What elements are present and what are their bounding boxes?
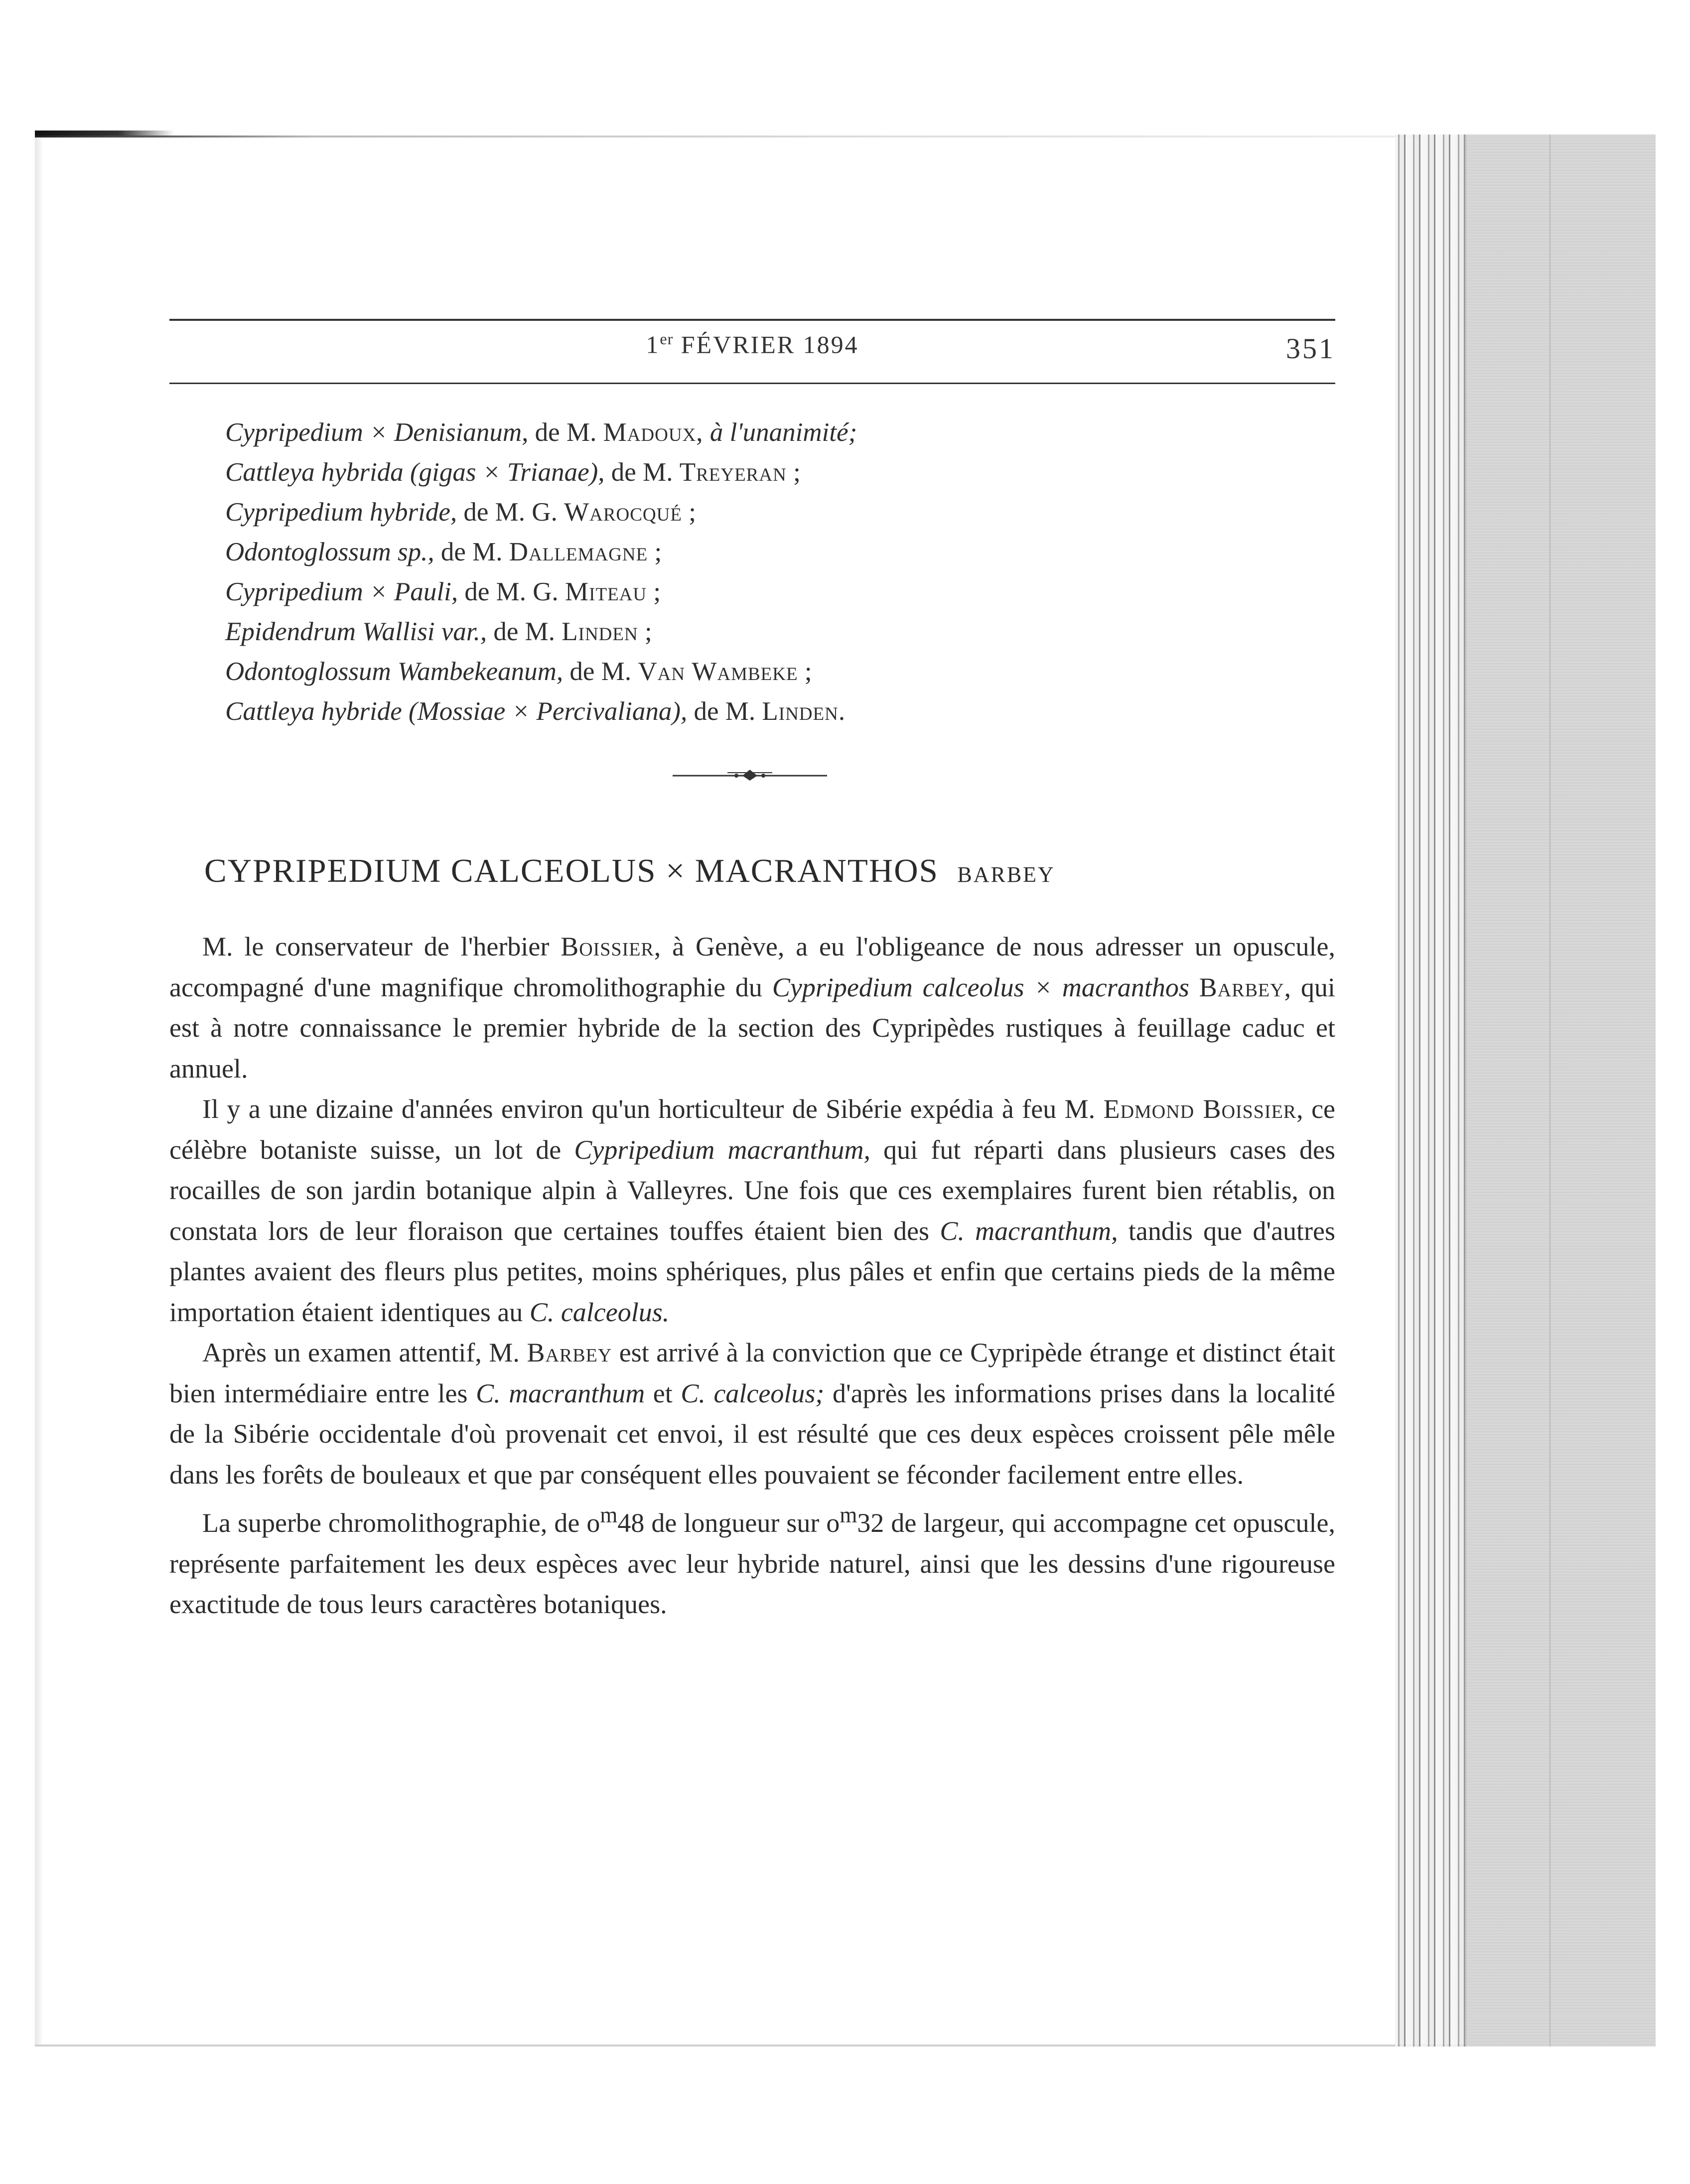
binding-seam bbox=[1549, 135, 1550, 2047]
article-title: CYPRIPEDIUM CALCEOLUS × MACRANTHOS BARBEY bbox=[204, 852, 1055, 889]
article-body bbox=[169, 927, 1335, 1625]
list-item: Cypripedium × Pauli, de M. G. Miteau ; bbox=[225, 577, 661, 606]
award-list bbox=[225, 412, 1321, 731]
section-ornament bbox=[673, 765, 827, 785]
book-page-edges bbox=[1395, 135, 1465, 2047]
paragraph: La superbe chromolithographie, de $o^m48$ de longueur sur $o^m32$ de largeur, qui accompagne cet opuscule, représente parfaitement les deux espèces avec leur hybride naturel, ainsi que les dessins d'une rigoureuse exactitude de tous leurs caractères botaniques. bbox=[169, 1502, 1335, 1619]
list-item: Cypripedium hybride, de M. G. Warocqué ; bbox=[225, 498, 696, 527]
header-rule-top bbox=[169, 319, 1335, 321]
running-head bbox=[169, 330, 1335, 375]
page-number: 351 bbox=[1286, 332, 1335, 365]
list-item: Cypripedium × Denisianum, de M. Madoux, à l'unanimité; bbox=[225, 418, 857, 447]
list-item: Epidendrum Wallisi var., de M. Linden ; bbox=[225, 617, 652, 646]
list-item: Odontoglossum sp., de M. Dallemagne ; bbox=[225, 538, 662, 566]
scan-edge-top bbox=[35, 136, 1420, 137]
list-item: Odontoglossum Wambekeanum, de M. Van Wambeke ; bbox=[225, 657, 812, 686]
scan-edge-left bbox=[35, 137, 42, 2046]
article-author: BARBEY bbox=[957, 862, 1055, 887]
header-date: 1er FÉVRIER 1894 bbox=[646, 330, 859, 359]
list-item: Cattleya hybride (Mossiae × Percivaliana), de M. Linden. bbox=[225, 697, 846, 726]
book-binding bbox=[1465, 135, 1656, 2047]
paragraph: Après un examen attentif, M. Barbey est arrivé à la conviction que ce Cypripède étrange et distinct était bien intermédiaire entre les C. macranthum et C. calceolus; d'après les informations prises dans la localité de la Sibérie occidentale d'où provenait cet envoi, il est résulté que ces deux espèces croissent pêle mêle dans les forêts de bouleaux et que par conséquent elles pouvaient se féconder facilement entre elles. bbox=[169, 1338, 1335, 1490]
paragraph: M. le conservateur de l'herbier Boissier, à Genève, a eu l'obligeance de nous adresser un opuscule, accompagné d'une magnifique chromolithographie du Cypripedium calceolus × macranthos Barbey, qui est à notre connaissance le premier hybride de la section des Cypripèdes rustiques à feuillage caduc et annuel. bbox=[169, 932, 1335, 1084]
header-rule-bottom bbox=[169, 383, 1335, 384]
list-item: Cattleya hybrida (gigas × Trianae), de M. Treyeran ; bbox=[225, 458, 801, 487]
paragraph: Il y a une dizaine d'années environ qu'un horticulteur de Sibérie expédia à feu M. Edmond Boissier, ce célèbre botaniste suisse, un lot de Cypripedium macranthum, qui fut réparti dans plusieurs cases des rocailles de son jardin botanique alpin à Valleyres. Une fois que ces exemplaires furent bien rétablis, on constata lors de leur floraison que certaines touffes étaient bien des C. macranthum, tandis que d'autres plantes avaient des fleurs plus petites, moins sphériques, plus pâles et enfin que certains pieds de la même importation étaient identiques au C. calceolus. bbox=[169, 1094, 1336, 1327]
